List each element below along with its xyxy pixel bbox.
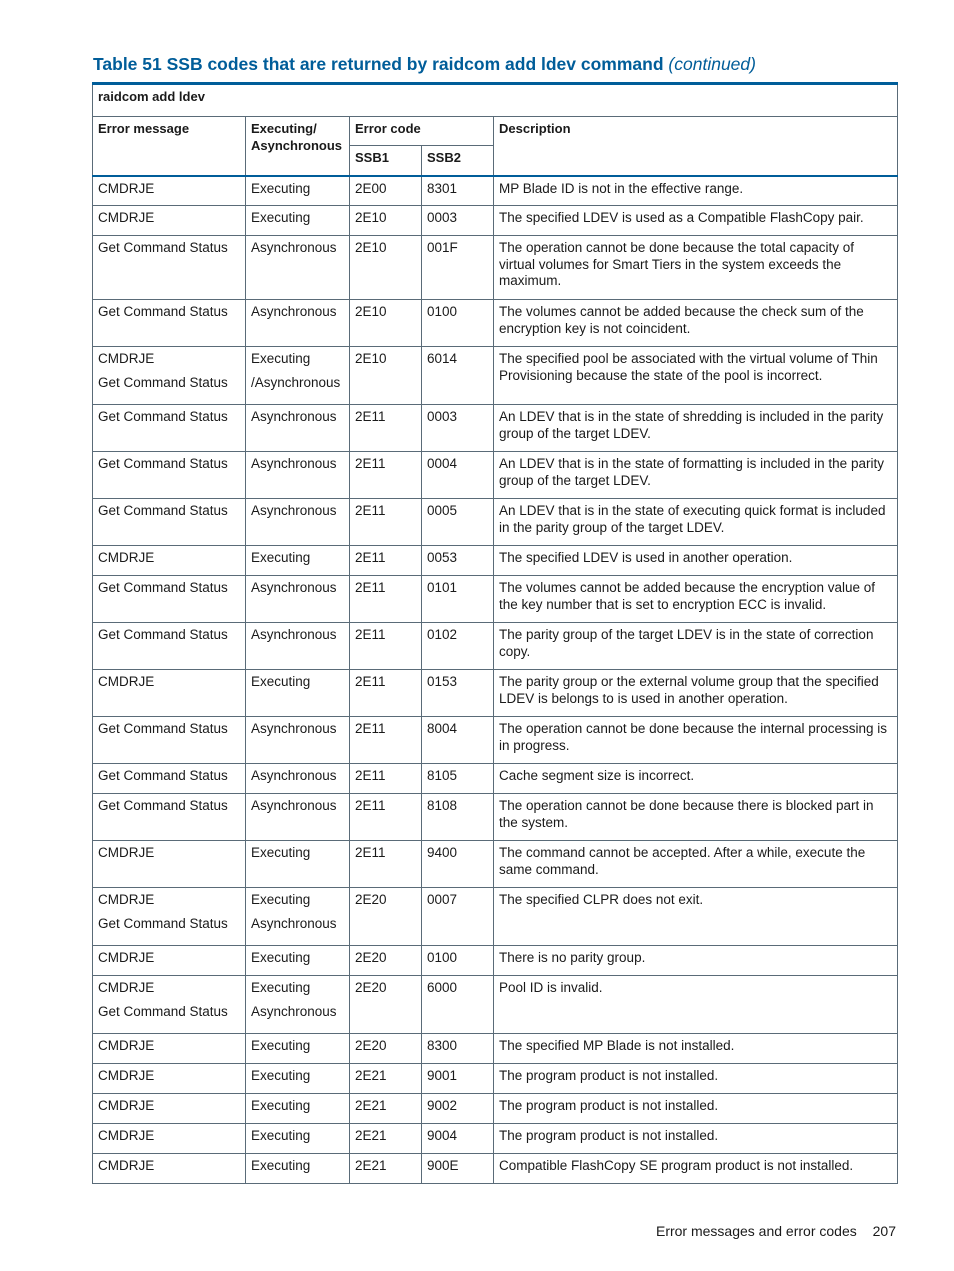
error-message-cell	[93, 670, 246, 717]
error-message-cell-text: CMDRJE	[98, 845, 155, 860]
table-row	[93, 1034, 898, 1064]
ssb2-cell-text: 6014	[427, 351, 458, 366]
ssb1-cell	[350, 1094, 422, 1124]
table-row	[93, 499, 898, 546]
ssb1-cell-text: 2E10	[355, 210, 387, 225]
ssb2-cell	[422, 236, 494, 300]
executing-cell-text-line2: Asynchronous	[251, 915, 337, 931]
description-cell	[494, 576, 898, 623]
error-message-cell-text: CMDRJE	[98, 180, 155, 196]
error-message-cell	[93, 1064, 246, 1094]
ssb1-cell	[350, 1154, 422, 1184]
executing-cell-text-line2: Asynchronous	[251, 1003, 337, 1019]
ssb2-cell-text: 0100	[427, 304, 458, 319]
ssb2-cell-text: 0004	[427, 456, 458, 471]
ssb2-cell	[422, 1154, 494, 1184]
description-cell-text: The operation cannot be done because the total capacity of virtual volumes for Smart Tiers in the system exceeds the maximum.	[499, 240, 855, 288]
table-row	[93, 717, 898, 764]
ssb1-cell	[350, 546, 422, 576]
table-row	[93, 1064, 898, 1094]
description-cell	[494, 670, 898, 717]
executing-cell	[246, 1034, 350, 1064]
description-cell	[494, 1034, 898, 1064]
executing-cell	[246, 576, 350, 623]
ssb1-cell-text: 2E20	[355, 980, 387, 995]
executing-cell-text: Asynchronous	[251, 456, 337, 471]
table-row	[93, 888, 898, 946]
ssb1-cell	[350, 347, 422, 405]
description-cell	[494, 499, 898, 546]
executing-cell	[246, 841, 350, 888]
description-cell-text: Cache segment size is incorrect.	[499, 768, 695, 783]
description-cell	[494, 452, 898, 499]
executing-cell	[246, 1124, 350, 1154]
error-message-cell-text: CMDRJE	[98, 1128, 155, 1143]
executing-cell-text: Asynchronous	[251, 798, 337, 813]
error-message-cell	[93, 623, 246, 670]
table-row	[93, 623, 898, 670]
description-cell	[494, 794, 898, 841]
ssb1-cell	[350, 794, 422, 841]
ssb2-cell-text: 9400	[427, 845, 458, 860]
error-message-cell	[93, 717, 246, 764]
executing-cell	[246, 405, 350, 452]
ssb1-cell	[350, 670, 422, 717]
ssb2-cell	[422, 1064, 494, 1094]
ssb1-cell-text: 2E11	[355, 550, 386, 565]
header-ssb2: SSB2	[422, 146, 494, 176]
error-message-cell-text: Get Command Status	[98, 240, 228, 255]
table-row	[93, 236, 898, 300]
table-row	[93, 670, 898, 717]
error-message-cell-text: CMDRJE	[98, 210, 155, 225]
description-cell-text: The program product is not installed.	[499, 1098, 719, 1113]
description-cell-text: The specified LDEV is used in another operation.	[499, 550, 793, 565]
error-message-cell	[93, 841, 246, 888]
error-message-cell	[93, 1154, 246, 1184]
executing-cell-text: Executing	[251, 1128, 311, 1143]
executing-cell	[246, 946, 350, 976]
table-row	[93, 1124, 898, 1154]
description-cell	[494, 1154, 898, 1184]
ssb2-cell-text: 0007	[427, 892, 458, 907]
description-cell	[494, 764, 898, 794]
table-row	[93, 841, 898, 888]
description-cell-text: The specified CLPR does not exit.	[499, 892, 704, 907]
description-cell-text: An LDEV that is in the state of formatting is included in the parity group of the target LDEV.	[499, 456, 884, 488]
error-message-cell	[93, 1094, 246, 1124]
error-message-cell-text: Get Command Status	[98, 721, 228, 736]
footer-section-title: Error messages and error codes	[655, 1223, 857, 1239]
ssb2-cell	[422, 1124, 494, 1154]
ssb1-cell-text: 2E20	[355, 892, 387, 907]
error-message-cell	[93, 576, 246, 623]
error-message-cell-text: Get Command Status	[98, 798, 228, 813]
description-cell	[494, 347, 898, 405]
executing-cell	[246, 1064, 350, 1094]
ssb1-cell-text: 2E10	[355, 240, 387, 255]
table-head	[93, 84, 898, 176]
error-message-cell	[93, 405, 246, 452]
error-message-cell-text: CMDRJE	[98, 1158, 155, 1173]
ssb1-cell-text: 2E11	[355, 503, 386, 518]
executing-cell-text: Asynchronous	[251, 721, 337, 736]
description-cell	[494, 888, 898, 946]
table-row	[93, 976, 898, 1034]
executing-cell	[246, 888, 350, 946]
ssb2-cell-text: 8301	[427, 180, 458, 196]
executing-cell-text: Asynchronous	[251, 304, 337, 319]
error-message-cell	[93, 764, 246, 794]
executing-cell	[246, 236, 350, 300]
ssb2-cell	[422, 300, 494, 347]
description-cell	[494, 623, 898, 670]
ssb1-cell	[350, 499, 422, 546]
description-cell	[494, 206, 898, 236]
ssb2-cell	[422, 1094, 494, 1124]
ssb-codes-table-wrapper	[92, 82, 897, 1184]
executing-cell-text: Executing	[251, 674, 311, 689]
ssb2-cell-text: 0100	[427, 950, 458, 965]
header-ssb1: SSB1	[350, 146, 422, 176]
ssb2-cell	[422, 888, 494, 946]
error-message-cell	[93, 794, 246, 841]
error-message-cell	[93, 499, 246, 546]
description-cell	[494, 405, 898, 452]
continued-label: (continued)	[668, 54, 756, 74]
error-message-cell	[93, 946, 246, 976]
table-caption	[93, 54, 898, 75]
ssb2-cell	[422, 976, 494, 1034]
ssb2-cell	[422, 405, 494, 452]
ssb1-cell	[350, 946, 422, 976]
executing-cell-text: Executing	[251, 180, 311, 196]
ssb2-cell	[422, 794, 494, 841]
error-message-cell-text: Get Command Status	[98, 503, 228, 518]
description-cell	[494, 841, 898, 888]
executing-cell-text: Executing	[251, 351, 311, 366]
description-cell	[494, 1124, 898, 1154]
executing-cell	[246, 764, 350, 794]
executing-cell-text: Executing	[251, 550, 311, 565]
header-executing: Executing/ Asynchronous	[246, 117, 350, 176]
header-error-code: Error code	[350, 117, 494, 146]
ssb1-cell	[350, 1064, 422, 1094]
table-row	[93, 300, 898, 347]
description-cell-text: An LDEV that is in the state of shredding is included in the parity group of the target LDEV.	[499, 409, 884, 441]
executing-cell	[246, 717, 350, 764]
ssb1-cell	[350, 300, 422, 347]
ssb2-cell	[422, 176, 494, 206]
ssb2-cell	[422, 841, 494, 888]
ssb2-cell	[422, 452, 494, 499]
description-cell-text: The command cannot be accepted. After a while, execute the same command.	[499, 845, 866, 877]
ssb2-cell-text: 9004	[427, 1128, 458, 1143]
description-cell	[494, 946, 898, 976]
error-message-cell-text: CMDRJE	[98, 1068, 155, 1083]
executing-cell	[246, 452, 350, 499]
table-row	[93, 546, 898, 576]
ssb1-cell-text: 2E21	[355, 1158, 387, 1173]
executing-cell-text: Executing	[251, 980, 311, 995]
error-message-cell-text: Get Command Status	[98, 580, 228, 595]
executing-cell-text: Executing	[251, 1158, 311, 1173]
ssb2-cell-text: 0005	[427, 503, 458, 518]
ssb2-cell-text: 8108	[427, 798, 458, 813]
ssb2-cell-text: 0101	[427, 580, 458, 595]
table-row	[93, 206, 898, 236]
description-cell-text: The volumes cannot be added because the encryption value of the key number that is set to encryption ECC is invalid.	[499, 580, 876, 612]
ssb1-cell-text: 2E11	[355, 721, 386, 736]
error-message-cell-text-line2: Get Command Status	[98, 374, 228, 390]
page-number: 207	[872, 1223, 896, 1239]
ssb1-cell-text: 2E11	[355, 627, 386, 642]
ssb1-cell	[350, 764, 422, 794]
ssb2-cell-text: 8004	[427, 721, 458, 736]
executing-cell-text: Executing	[251, 1038, 311, 1053]
error-message-cell-text: CMDRJE	[98, 950, 155, 965]
error-message-cell	[93, 1034, 246, 1064]
executing-cell-text: Asynchronous	[251, 240, 337, 255]
description-cell	[494, 976, 898, 1034]
ssb1-cell-text: 2E11	[355, 580, 386, 595]
error-message-cell-text: Get Command Status	[98, 409, 228, 424]
table-row	[93, 1094, 898, 1124]
description-cell	[494, 236, 898, 300]
ssb1-cell-text: 2E11	[355, 409, 386, 424]
executing-cell	[246, 1094, 350, 1124]
ssb1-cell	[350, 623, 422, 670]
executing-cell-text: Asynchronous	[251, 580, 337, 595]
description-cell-text: The parity group of the target LDEV is in the state of correction copy.	[499, 627, 874, 659]
ssb1-cell	[350, 176, 422, 206]
executing-cell	[246, 623, 350, 670]
header-description: Description	[494, 117, 898, 176]
error-message-cell	[93, 300, 246, 347]
executing-cell	[246, 347, 350, 405]
executing-cell-text: Executing	[251, 845, 311, 860]
command-group-header: raidcom add ldev	[93, 84, 898, 117]
error-message-cell-text: CMDRJE	[98, 351, 155, 366]
error-message-cell	[93, 452, 246, 499]
table-row	[93, 1154, 898, 1184]
executing-cell	[246, 176, 350, 206]
description-cell-text: The specified pool be associated with the virtual volume of Thin Provisioning because the state of the pool is incorrect.	[499, 351, 878, 383]
ssb2-cell	[422, 764, 494, 794]
executing-cell-text: Asynchronous	[251, 409, 337, 424]
executing-cell-text: Executing	[251, 1068, 311, 1083]
page-footer	[656, 1223, 896, 1239]
error-message-cell	[93, 347, 246, 405]
error-message-cell-text: CMDRJE	[98, 1098, 155, 1113]
ssb2-cell-text: 8105	[427, 768, 458, 783]
error-message-cell	[93, 206, 246, 236]
ssb2-cell-text: 8300	[427, 1038, 458, 1053]
ssb2-cell-text: 9002	[427, 1098, 458, 1113]
executing-cell-text: Asynchronous	[251, 627, 337, 642]
error-message-cell	[93, 1124, 246, 1154]
ssb2-cell	[422, 946, 494, 976]
error-message-cell-text: Get Command Status	[98, 627, 228, 642]
ssb1-cell	[350, 206, 422, 236]
header-error-message: Error message	[93, 117, 246, 176]
ssb2-cell	[422, 546, 494, 576]
ssb1-cell-text: 2E20	[355, 1038, 387, 1053]
ssb1-cell-text: 2E21	[355, 1068, 387, 1083]
table-row	[93, 794, 898, 841]
ssb1-cell	[350, 888, 422, 946]
ssb2-cell-text: 900E	[427, 1158, 459, 1173]
error-message-cell	[93, 176, 246, 206]
description-cell-text: The volumes cannot be added because the check sum of the encryption key is not coincident.	[499, 304, 864, 336]
executing-cell-text: Asynchronous	[251, 503, 337, 518]
description-cell-text: MP Blade ID is not in the effective range.	[499, 180, 744, 196]
ssb1-cell-text: 2E11	[355, 798, 386, 813]
ssb1-cell	[350, 405, 422, 452]
executing-cell-text: Executing	[251, 210, 311, 225]
error-message-cell-text: CMDRJE	[98, 892, 155, 907]
error-message-cell-text-line2: Get Command Status	[98, 1003, 228, 1019]
error-message-cell	[93, 546, 246, 576]
error-message-cell	[93, 976, 246, 1034]
ssb-codes-table	[92, 82, 898, 1184]
description-cell-text: The program product is not installed.	[499, 1068, 719, 1083]
ssb2-cell-text: 6000	[427, 980, 458, 995]
ssb2-cell	[422, 623, 494, 670]
ssb2-cell-text: 0153	[427, 674, 458, 689]
description-cell	[494, 546, 898, 576]
description-cell-text: The operation cannot be done because the internal processing is in progress.	[499, 721, 888, 753]
executing-cell-text: Executing	[251, 950, 311, 965]
ssb1-cell	[350, 841, 422, 888]
ssb1-cell	[350, 1124, 422, 1154]
description-cell	[494, 717, 898, 764]
description-cell-text: The parity group or the external volume group that the specified LDEV is belongs to is used in another operation.	[499, 674, 879, 706]
ssb2-cell	[422, 670, 494, 717]
executing-cell	[246, 546, 350, 576]
ssb1-cell	[350, 452, 422, 499]
executing-cell-text-line2: /Asynchronous	[251, 374, 341, 390]
description-cell-text: An LDEV that is in the state of executing quick format is included in the parity group of the target LDEV.	[499, 503, 886, 535]
ssb2-cell	[422, 717, 494, 764]
ssb2-cell	[422, 576, 494, 623]
ssb1-cell	[350, 976, 422, 1034]
description-cell	[494, 176, 898, 206]
ssb1-cell-text: 2E11	[355, 456, 386, 471]
ssb1-cell-text: 2E21	[355, 1098, 387, 1113]
ssb1-cell-text: 2E21	[355, 1128, 387, 1143]
executing-cell	[246, 1154, 350, 1184]
ssb1-cell	[350, 1034, 422, 1064]
executing-cell-text: Executing	[251, 892, 311, 907]
description-cell	[494, 300, 898, 347]
table-row	[93, 347, 898, 405]
error-message-cell-text: CMDRJE	[98, 550, 155, 565]
table-row	[93, 576, 898, 623]
ssb2-cell-text: 0003	[427, 409, 458, 424]
table-body	[93, 176, 898, 1184]
description-cell-text: The operation cannot be done because there is blocked part in the system.	[499, 798, 874, 830]
table-row	[93, 764, 898, 794]
ssb2-cell	[422, 347, 494, 405]
ssb2-cell-text: 0053	[427, 550, 458, 565]
error-message-cell-text: CMDRJE	[98, 980, 155, 995]
ssb1-cell-text: 2E11	[355, 674, 386, 689]
ssb1-cell-text: 2E10	[355, 304, 387, 319]
ssb2-cell	[422, 499, 494, 546]
table-row	[93, 176, 898, 206]
executing-cell	[246, 976, 350, 1034]
ssb1-cell-text: 2E11	[355, 768, 386, 783]
ssb1-cell-text: 2E10	[355, 351, 387, 366]
description-cell-text: There is no parity group.	[499, 950, 646, 965]
description-cell-text: Pool ID is invalid.	[499, 980, 603, 995]
description-cell-text: The specified MP Blade is not installed.	[499, 1038, 735, 1053]
error-message-cell	[93, 888, 246, 946]
table-row	[93, 946, 898, 976]
ssb1-cell-text: 2E11	[355, 845, 386, 860]
ssb2-cell-text: 0102	[427, 627, 458, 642]
error-message-cell-text: Get Command Status	[98, 456, 228, 471]
executing-cell	[246, 300, 350, 347]
executing-cell-text: Executing	[251, 1098, 311, 1113]
executing-cell	[246, 670, 350, 717]
ssb2-cell-text: 0003	[427, 210, 458, 225]
ssb1-cell	[350, 717, 422, 764]
description-cell	[494, 1064, 898, 1094]
error-message-cell-text: Get Command Status	[98, 304, 228, 319]
error-message-cell-text: CMDRJE	[98, 1038, 155, 1053]
ssb1-cell-text: 2E00	[355, 180, 387, 196]
executing-cell-text: Asynchronous	[251, 768, 337, 783]
ssb1-cell	[350, 576, 422, 623]
ssb1-cell-text: 2E20	[355, 950, 387, 965]
error-message-cell-text: CMDRJE	[98, 674, 155, 689]
description-cell-text: The program product is not installed.	[499, 1128, 719, 1143]
error-message-cell-text: Get Command Status	[98, 768, 228, 783]
ssb2-cell-text: 9001	[427, 1068, 458, 1083]
ssb2-cell	[422, 206, 494, 236]
description-cell-text: The specified LDEV is used as a Compatible FlashCopy pair.	[499, 210, 864, 225]
executing-cell	[246, 794, 350, 841]
ssb2-cell	[422, 1034, 494, 1064]
executing-cell	[246, 206, 350, 236]
error-message-cell	[93, 236, 246, 300]
description-cell-text: Compatible FlashCopy SE program product is not installed.	[499, 1158, 854, 1173]
ssb2-cell-text: 001F	[427, 240, 458, 255]
table-row	[93, 405, 898, 452]
description-cell	[494, 1094, 898, 1124]
error-message-cell-text-line2: Get Command Status	[98, 915, 228, 931]
executing-cell	[246, 499, 350, 546]
table-title: Table 51 SSB codes that are returned by raidcom add ldev command	[93, 54, 664, 74]
ssb1-cell	[350, 236, 422, 300]
table-row	[93, 452, 898, 499]
